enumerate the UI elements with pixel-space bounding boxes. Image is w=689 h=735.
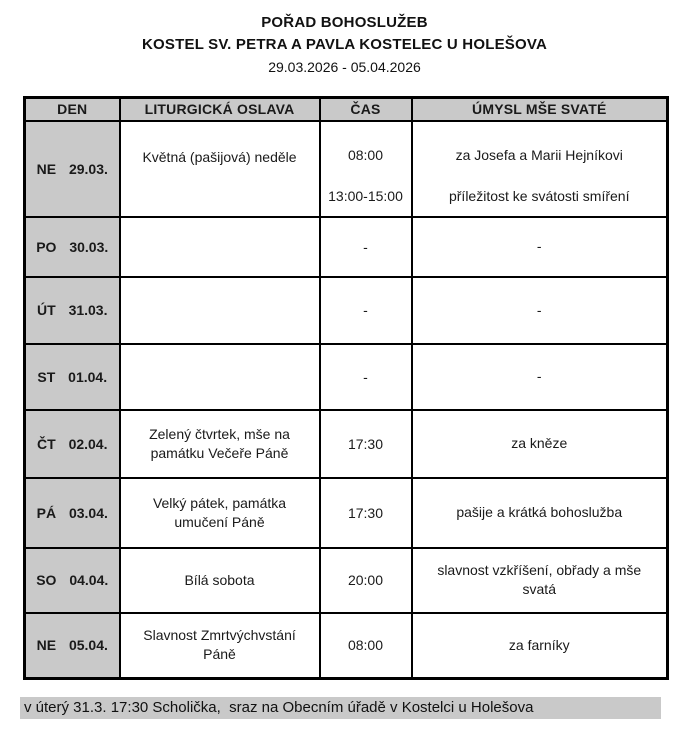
day-cell: [25, 344, 120, 410]
day-date: 01.04.: [68, 368, 108, 385]
day-abbr: PO: [36, 238, 57, 255]
day-abbr: NE: [36, 160, 57, 177]
day-abbr: SO: [36, 572, 57, 588]
day-date: 04.04.: [69, 572, 109, 588]
table-row-ut-31-03: [25, 277, 668, 344]
time-cell: [320, 121, 412, 217]
table-row-pa-03-04: [25, 478, 668, 548]
day-cell: [25, 121, 120, 217]
church-name: KOSTEL SV. PETRA A PAVLA KOSTELEC U HOLEŠOVA: [142, 36, 547, 53]
time-entry: 08:00: [347, 146, 384, 163]
day-date: 29.03.: [68, 160, 108, 177]
day-abbr: ST: [37, 368, 56, 385]
celebration-cell: [120, 121, 320, 217]
celebration-cell: Zelený čtvrtek, mše na památku Večeře Páně: [120, 410, 320, 478]
celebration-cell: Slavnost Zmrtvýchvstání Páně: [120, 613, 320, 679]
day-cell: [25, 277, 120, 344]
intention-cell: pašije a krátká bohoslužba: [412, 478, 668, 548]
celebration-cell: [120, 344, 320, 410]
footer-note: v úterý 31.3. 17:30 Scholička, sraz na Obecním úřadě v Kostelci u Holešova: [20, 697, 661, 719]
time-entry: 13:00-15:00: [328, 187, 403, 204]
intention-cell: -: [412, 277, 668, 344]
day-abbr: PÁ: [36, 504, 57, 521]
table-row-ne-05-04: [25, 613, 668, 679]
day-abbr: ČT: [37, 435, 56, 452]
time-cell: 08:00: [320, 613, 412, 679]
table-row-ne-29-03: [25, 121, 668, 217]
time-cell: -: [320, 217, 412, 277]
day-cell: [25, 217, 120, 277]
schedule-table: [23, 96, 669, 680]
day-cell: [25, 410, 120, 478]
day-abbr: NE: [36, 637, 57, 654]
intention-cell: za farníky: [412, 613, 668, 679]
time-cell: -: [320, 344, 412, 410]
table-header: [25, 98, 668, 121]
day-cell: [25, 548, 120, 613]
intention-cell: [412, 121, 668, 217]
date-range: 29.03.2026 - 05.04.2026: [268, 59, 421, 75]
header-cell-umysl-mse-svate: ÚMYSL MŠE SVATÉ: [412, 98, 668, 121]
intention-cell: -: [412, 344, 668, 410]
time-cell: 17:30: [320, 478, 412, 548]
intention-cell: za kněze: [412, 410, 668, 478]
intention-cell: slavnost vzkříšení, obřady a mše svatá: [412, 548, 668, 613]
intention-cell: -: [412, 217, 668, 277]
day-abbr: ÚT: [37, 302, 56, 318]
table-row-so-04-04: [25, 548, 668, 613]
day-cell: [25, 613, 120, 679]
intention-entry: za Josefa a Marii Hejníkovi: [455, 146, 623, 163]
table-row-st-01-04: [25, 344, 668, 410]
celebration-text: Květná (pašijová) neděle: [142, 148, 297, 165]
day-date: 02.04.: [68, 435, 108, 452]
celebration-cell: [120, 277, 320, 344]
header-cell-cas: ČAS: [320, 98, 412, 121]
day-date: 03.04.: [68, 504, 108, 521]
day-date: 30.03.: [69, 238, 109, 255]
header-row: [25, 98, 668, 121]
table-row-po-30-03: [25, 217, 668, 277]
celebration-cell: [120, 217, 320, 277]
table-row-ct-02-04: [25, 410, 668, 478]
celebration-cell: Bílá sobota: [120, 548, 320, 613]
time-cell: -: [320, 277, 412, 344]
celebration-cell: Velký pátek, památka umučení Páně: [120, 478, 320, 548]
header-cell-den: DEN: [25, 98, 120, 121]
time-cell: 17:30: [320, 410, 412, 478]
day-date: 31.03.: [68, 302, 108, 318]
title-block: [0, 0, 689, 78]
document-title: POŘAD BOHOSLUŽEB: [261, 14, 428, 31]
header-cell-liturgicka-oslava: LITURGICKÁ OSLAVA: [120, 98, 320, 121]
day-date: 05.04.: [68, 637, 108, 654]
intention-entry: příležitost ke svátosti smíření: [448, 187, 630, 204]
day-cell: [25, 478, 120, 548]
time-cell: 20:00: [320, 548, 412, 613]
